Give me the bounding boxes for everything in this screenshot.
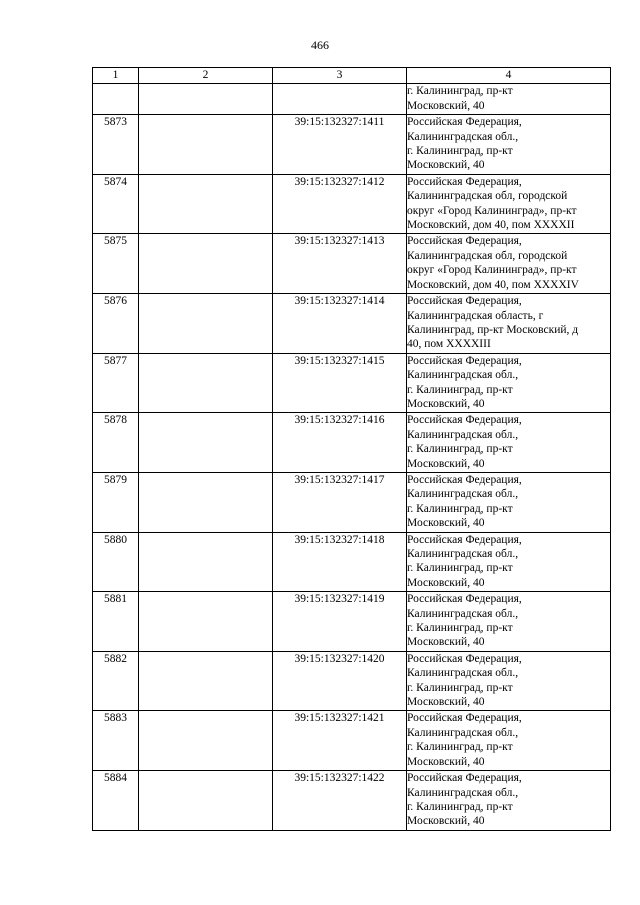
address-line: Калининградская обл, городской [407,190,568,203]
cadastral-number-cell: 39:15:132327:1411 [273,115,407,175]
empty-cell [139,294,273,354]
empty-cell [139,353,273,413]
empty-cell [139,592,273,652]
address-line: Калининградская обл., [407,130,519,143]
header-col-3: 3 [273,68,407,84]
cadastral-number-cell: 39:15:132327:1417 [273,472,407,532]
table-header [93,68,611,84]
header-row [93,68,611,84]
address-line: г. Калининград, пр-кт [407,741,513,754]
row-number-cell: 5883 [93,711,139,771]
address-cell [407,353,611,413]
cadastral-number-cell: 39:15:132327:1422 [273,771,407,831]
cadastral-number-cell: 39:15:132327:1416 [273,413,407,473]
property-table [92,67,611,831]
address-cell [407,294,611,354]
address-line: Калининградская область, г [407,309,544,322]
table-row [93,115,611,175]
row-number-cell: 5879 [93,472,139,532]
empty-cell [139,771,273,831]
empty-cell [139,174,273,234]
address-line: Московский, 40 [407,159,485,172]
address-line: Московский, 40 [407,696,485,709]
cadastral-number-cell: 39:15:132327:1421 [273,711,407,771]
row-number-cell: 5878 [93,413,139,473]
address-line: Московский, 40 [407,517,485,530]
address-line: Московский, 40 [407,636,485,649]
address-cell [407,174,611,234]
address-line: 40, пом XXXXIII [407,338,491,351]
table-body [93,84,611,830]
address-cell [407,472,611,532]
address-line: Российская Федерация, [407,295,522,308]
table-row [93,771,611,831]
row-number-cell: 5875 [93,234,139,294]
address-line: г. Калининград, пр-кт [407,622,513,635]
address-line: Московский, 40 [407,815,485,828]
address-line: Калининградская обл., [407,667,519,680]
address-line: Калининградская обл., [407,607,519,620]
address-line: Российская Федерация, [407,116,522,129]
row-number-cell: 5876 [93,294,139,354]
address-line: Московский, 40 [407,755,485,768]
address-line: Калининградская обл., [407,726,519,739]
empty-cell [139,115,273,175]
address-cell [407,413,611,473]
cadastral-number-cell: 39:15:132327:1412 [273,174,407,234]
page-number: 466 [311,38,329,52]
address-line: Российская Федерация, [407,712,522,725]
empty-cell [139,532,273,592]
address-line: Московский, 40 [407,397,485,410]
row-number-cell: 5882 [93,651,139,711]
row-number-cell: 5881 [93,592,139,652]
address-line: округ «Город Калининград», пр-кт [407,204,577,217]
address-line: Российская Федерация, [407,772,522,785]
table-row [93,84,611,115]
row-number-cell: 5873 [93,115,139,175]
table-row [93,592,611,652]
table-row [93,174,611,234]
empty-cell [139,711,273,771]
cadastral-number-cell: 39:15:132327:1413 [273,234,407,294]
address-line: Московский, 40 [407,99,485,112]
empty-cell [139,413,273,473]
address-line: г. Калининград, пр-кт [407,383,513,396]
address-line: Московский, 40 [407,457,485,470]
row-number-cell [93,84,139,115]
address-line: Российская Федерация, [407,533,522,546]
address-line: Московский, дом 40, пом XXXXII [407,219,575,232]
empty-cell [139,84,273,115]
address-line: г. Калининград, пр-кт [407,443,513,456]
empty-cell [139,234,273,294]
table-row [93,413,611,473]
address-line: Калининградская обл., [407,428,519,441]
cadastral-number-cell [273,84,407,115]
empty-cell [139,651,273,711]
address-cell [407,234,611,294]
address-cell [407,711,611,771]
table-row [93,234,611,294]
address-line: г. Калининград, пр-кт [407,145,513,158]
address-cell [407,532,611,592]
row-number-cell: 5874 [93,174,139,234]
table-row [93,472,611,532]
address-line: Российская Федерация, [407,593,522,606]
address-line: Калининградская обл., [407,548,519,560]
address-line: г. Калининград, пр-кт [407,800,513,813]
row-number-cell: 5877 [93,353,139,413]
address-line: Калининградская обл., [407,786,519,799]
header-col-4: 4 [407,68,611,84]
address-cell [407,115,611,175]
address-line: Калининградская обл, городской [407,249,568,262]
address-line: Калининградская обл., [407,488,519,501]
address-line: Московский, 40 [407,576,485,589]
address-line: г. Калининград, пр-кт [407,85,513,98]
table-row [93,711,611,771]
address-line: Российская Федерация, [407,235,522,248]
address-line: округ «Город Калининград», пр-кт [407,264,577,277]
header-col-1: 1 [93,68,139,84]
address-cell [407,84,611,115]
address-line: Московский, дом 40, пом XXXXIV [407,278,579,291]
table-row [93,294,611,354]
address-line: г. Калининград, пр-кт [407,562,513,575]
address-line: Калининград, пр-кт Московский, д [407,323,579,336]
cadastral-number-cell: 39:15:132327:1420 [273,651,407,711]
address-line: Российская Федерация, [407,175,522,188]
address-line: г. Калининград, пр-кт [407,502,513,515]
address-cell [407,651,611,711]
empty-cell [139,472,273,532]
cadastral-number-cell: 39:15:132327:1419 [273,592,407,652]
address-line: Калининградская обл., [407,369,519,382]
cadastral-number-cell: 39:15:132327:1418 [273,532,407,592]
table-row [93,532,611,592]
header-col-2: 2 [139,68,273,84]
cadastral-number-cell: 39:15:132327:1415 [273,353,407,413]
table-row [93,651,611,711]
row-number-cell: 5884 [93,771,139,831]
address-cell [407,771,611,831]
address-line: Российская Федерация, [407,473,522,486]
address-line: Российская Федерация, [407,354,522,367]
row-number-cell: 5880 [93,532,139,592]
table-row [93,353,611,413]
address-line: Российская Федерация, [407,414,522,427]
cadastral-number-cell: 39:15:132327:1414 [273,294,407,354]
address-line: г. Калининград, пр-кт [407,681,513,694]
address-line: Российская Федерация, [407,652,522,665]
address-cell [407,592,611,652]
